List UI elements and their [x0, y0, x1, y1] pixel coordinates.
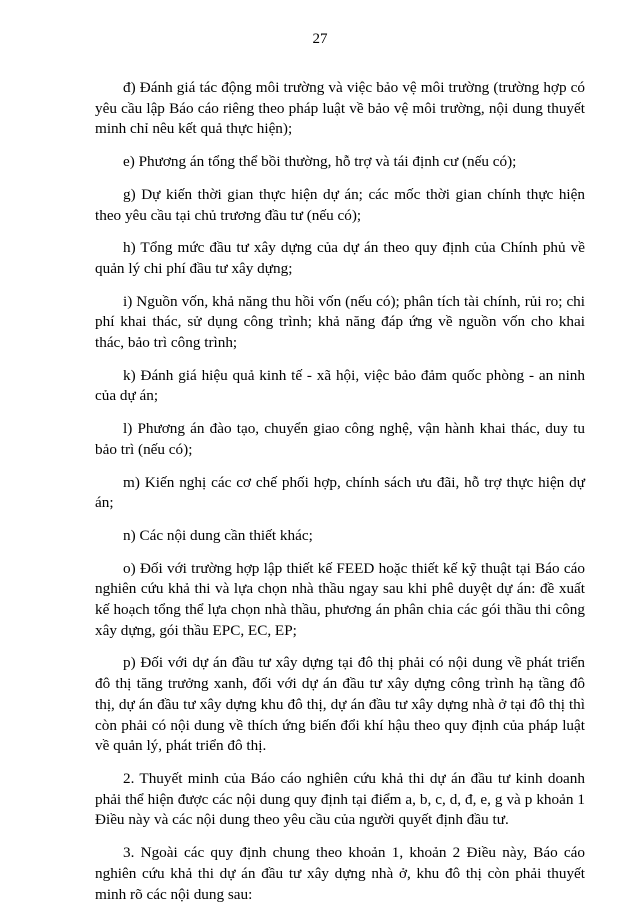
paragraph-p: p) Đối với dự án đầu tư xây dựng tại đô thị phải có nội dung về phát triển đô thị tăng trưởng xanh, đối với dự án đầu tư xây dựng công trình hạ tầng đô thị, dự án đầu tư xây dựng khu đô thị, dự án đầu tư xây dựng nhà ở tại đô thị thì còn phải có nội dung về thích ứng biến đổi khí hậu theo quy định của pháp luật về quản lý, phát triển đô thị.	[95, 654, 585, 755]
paragraph-k: k) Đánh giá hiệu quả kinh tế - xã hội, việc bảo đảm quốc phòng - an ninh của dự án;	[95, 366, 585, 405]
paragraph-n: n) Các nội dung cần thiết khác;	[123, 526, 313, 544]
paragraph-l: l) Phương án đào tạo, chuyển giao công nghệ, vận hành khai thác, duy tu bảo trì (nếu có);	[95, 420, 585, 458]
paragraph-clause-3: 3. Ngoài các quy định chung theo khoản 1, khoản 2 Điều này, Báo cáo nghiên cứu khả thi dự án đầu tư xây dựng nhà ở, khu đô thị còn phải thuyết minh rõ các nội dung sau:	[95, 844, 585, 903]
paragraph-g: g) Dự kiến thời gian thực hiện dự án; các mốc thời gian chính thực hiện theo yêu cầu tại chủ trương đầu tư (nếu có);	[95, 185, 585, 224]
document-body	[95, 78, 585, 917]
paragraph-e: e) Phương án tổng thể bồi thường, hỗ trợ và tái định cư (nếu có);	[123, 153, 517, 171]
paragraph-h: h) Tổng mức đầu tư xây dựng của dự án theo quy định của Chính phủ về quản lý chi phí đầu tư xây dựng;	[95, 239, 585, 277]
page-number: 27	[312, 31, 328, 47]
paragraph-clause-2: 2. Thuyết minh của Báo cáo nghiên cứu khả thi dự án đầu tư kinh doanh phải thể hiện được các nội dung quy định tại điểm a, b, c, d, đ, e, g và p khoản 1 Điều này và các nội dung theo yêu cầu của người quyết định đầu tư.	[95, 769, 585, 829]
paragraph-m: m) Kiến nghị các cơ chế phối hợp, chính sách ưu đãi, hỗ trợ thực hiện dự án;	[95, 473, 585, 512]
paragraph-d-stroke: đ) Đánh giá tác động môi trường và việc bảo vệ môi trường (trường hợp có yêu cầu lập Báo cáo riêng theo pháp luật về bảo vệ môi trường, nội dung thuyết minh chỉ nêu kết quả thực hiện);	[95, 79, 585, 138]
paragraph-i: i) Nguồn vốn, khả năng thu hồi vốn (nếu có); phân tích tài chính, rủi ro; chi phí khai thác, sử dụng công trình; khả năng đáp ứng về nguồn vốn cho khai thác, bảo trì công trình;	[95, 292, 585, 352]
paragraph-o: o) Đối với trường hợp lập thiết kế FEED hoặc thiết kế kỹ thuật tại Báo cáo nghiên cứu khả thi và lựa chọn nhà thầu ngay sau khi phê duyệt dự án: đề xuất kế hoạch tổng thể lựa chọn nhà thầu, phương án phân chia các gói thầu thi công xây dựng, gói thầu EPC, EC, EP;	[95, 559, 585, 639]
